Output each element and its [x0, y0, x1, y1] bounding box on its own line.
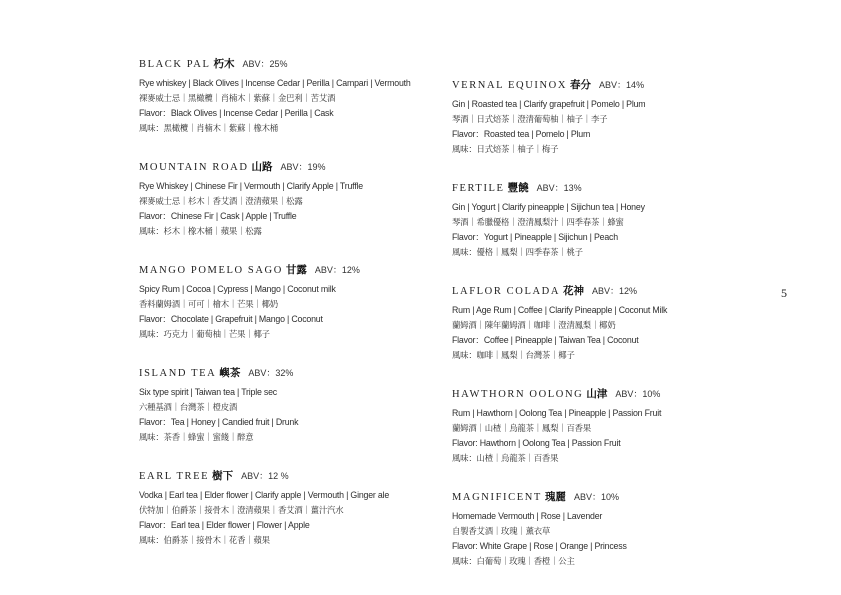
- cocktail-name: LAFLOR COLADA: [452, 286, 561, 297]
- ingredients-en: Rum | Hawthorn | Oolong Tea | Pineapple | Passion Fruit: [452, 408, 662, 418]
- cocktail-name: VERNAL EQUINOX: [452, 80, 568, 91]
- flavor-zh: 風味：茶香｜蜂蜜｜蜜餞｜醉意: [139, 432, 254, 442]
- cocktail-chinese-name: 春分: [570, 79, 592, 91]
- ingredients-en: Rum | Age Rum | Coffee | Clarify Pineapple | Coconut Milk: [452, 305, 668, 315]
- flavor-zh: 風味：巧克力｜葡萄柚｜芒果｜椰子: [139, 329, 270, 339]
- ingredients-en: Rye whiskey | Black Olives | Incense Cedar | Perilla | Campari | Vermouth: [139, 78, 411, 88]
- ingredients-zh: 裸麥威士忌｜杉木｜香艾酒｜澄清蘋果｜松露: [139, 196, 303, 206]
- flavor-en: Flavor：Roasted tea | Pomelo | Plum: [452, 129, 591, 139]
- cocktail-abv: ABV：12%: [592, 286, 638, 296]
- ingredients-en: Homemade Vermouth | Rose | Lavender: [452, 511, 603, 521]
- ingredients-en: Vodka | Earl tea | Elder flower | Clarify apple | Vermouth | Ginger ale: [139, 490, 390, 500]
- ingredients-zh: 琴酒｜希臘優格｜澄清鳳梨汁｜四季春茶｜蜂蜜: [452, 217, 624, 227]
- cocktail-name: HAWTHORN OOLONG: [452, 389, 584, 400]
- flavor-zh: 風味：黑橄欖｜肖楠木｜紫蘇｜橡木桶: [139, 123, 278, 133]
- cocktail-title: [452, 180, 752, 194]
- cocktail-chinese-name: 嶼茶: [219, 367, 241, 379]
- cocktail-title: [452, 489, 752, 503]
- cocktail-name: ISLAND TEA: [139, 368, 217, 379]
- cocktail-chinese-name: 豐饒: [507, 182, 529, 194]
- cocktail-abv: ABV：14%: [599, 80, 645, 90]
- flavor-zh: 風味：山楂｜烏龍茶｜百香果: [452, 453, 559, 463]
- flavor-en: Flavor: White Grape | Rose | Orange | Princess: [452, 541, 627, 551]
- cocktail-title: [139, 262, 439, 276]
- flavor-en: Flavor：Black Olives | Incense Cedar | Perilla | Cask: [139, 108, 334, 118]
- cocktail-entry: [452, 180, 752, 260]
- flavor-en: Flavor：Yogurt | Pineapple | Sijichun | Peach: [452, 232, 618, 242]
- flavor-zh: 風味：白葡萄｜玫瑰｜香橙｜公主: [452, 556, 575, 566]
- cocktail-title: [139, 56, 439, 70]
- flavor-zh: 風味：咖啡｜鳳梨｜台灣茶｜椰子: [452, 350, 575, 360]
- flavor-en: Flavor：Chocolate | Grapefruit | Mango | Coconut: [139, 314, 323, 324]
- flavor-en: Flavor: Hawthorn | Oolong Tea | Passion Fruit: [452, 438, 621, 448]
- cocktail-title: [139, 159, 439, 173]
- cocktail-chinese-name: 山津: [586, 388, 608, 400]
- cocktail-title: [452, 283, 752, 297]
- ingredients-zh: 裸麥威士忌｜黑橄欖｜肖楠木｜紫蘇｜金巴利｜苦艾酒: [139, 93, 336, 103]
- page-number: 5: [781, 286, 787, 300]
- cocktail-title: [452, 77, 752, 91]
- cocktail-chinese-name: 樹下: [212, 470, 234, 482]
- ingredients-zh: 六種基酒｜台灣茶｜橙皮酒: [139, 402, 238, 412]
- cocktail-entry: [452, 283, 752, 363]
- flavor-en: Flavor：Earl tea | Elder flower | Flower | Apple: [139, 520, 310, 530]
- cocktail-entry: [452, 386, 752, 466]
- flavor-en: Flavor：Chinese Fir | Cask | Apple | Truffle: [139, 211, 297, 221]
- cocktail-abv: ABV：25%: [242, 59, 288, 69]
- ingredients-en: Gin | Roasted tea | Clarify grapefruit | Pomelo | Plum: [452, 99, 646, 109]
- cocktail-name: MOUNTAIN ROAD: [139, 162, 249, 173]
- cocktail-name: EARL TREE: [139, 471, 210, 482]
- cocktail-title: [139, 365, 439, 379]
- cocktail-entry: [452, 489, 752, 569]
- cocktail-abv: ABV：32%: [248, 368, 294, 378]
- ingredients-zh: 自製香艾酒｜玫瑰｜薰衣草: [452, 526, 551, 536]
- ingredients-en: Six type spirit | Taiwan tea | Triple sec: [139, 387, 277, 397]
- cocktail-chinese-name: 朽木: [213, 58, 235, 70]
- ingredients-zh: 伏特加｜伯爵茶｜接骨木｜澄清蘋果｜香艾酒｜薑汁汽水: [139, 505, 344, 515]
- cocktail-entry: [139, 56, 439, 136]
- ingredients-zh: 蘭姆酒｜陳年蘭姆酒｜咖啡｜澄清鳳梨｜椰奶: [452, 320, 616, 330]
- cocktail-chinese-name: 瑰麗: [544, 491, 566, 503]
- cocktail-name: MANGO POMELO SAGO: [139, 265, 283, 276]
- cocktail-abv: ABV：10%: [573, 492, 619, 502]
- ingredients-zh: 香料蘭姆酒｜可可｜檜木｜芒果｜椰奶: [139, 299, 278, 309]
- cocktail-chinese-name: 山路: [251, 161, 273, 173]
- cocktail-abv: ABV：19%: [280, 162, 326, 172]
- flavor-zh: 風味：伯爵茶｜接骨木｜花香｜蘋果: [139, 535, 270, 545]
- cocktail-abv: ABV：12 %: [241, 471, 289, 481]
- cocktail-title: [139, 468, 439, 482]
- cocktail-chinese-name: 甘露: [285, 264, 307, 276]
- cocktail-entry: [139, 159, 439, 239]
- cocktail-entry: [139, 468, 439, 548]
- cocktail-abv: ABV：12%: [314, 265, 360, 275]
- cocktail-name: BLACK PAL: [139, 59, 211, 70]
- flavor-zh: 風味：優格｜鳳梨｜四季春茶｜桃子: [452, 247, 583, 257]
- ingredients-en: Rye Whiskey | Chinese Fir | Vermouth | Clarify Apple | Truffle: [139, 181, 363, 191]
- cocktail-chinese-name: 花神: [563, 285, 585, 297]
- ingredients-zh: 琴酒｜日式焙茶｜澄清葡萄柚｜柚子｜李子: [452, 114, 608, 124]
- cocktail-name: MAGNIFICENT: [452, 492, 542, 503]
- ingredients-zh: 蘭姆酒｜山楂｜烏龍茶｜鳳梨｜百香果: [452, 423, 591, 433]
- ingredients-en: Gin | Yogurt | Clarify pineapple | Sijichun tea | Honey: [452, 202, 645, 212]
- cocktail-abv: ABV：13%: [536, 183, 582, 193]
- cocktail-abv: ABV：10%: [615, 389, 661, 399]
- cocktail-entry: [452, 77, 752, 157]
- flavor-en: Flavor：Coffee | Pineapple | Taiwan Tea | Coconut: [452, 335, 639, 345]
- cocktail-title: [452, 386, 752, 400]
- flavor-zh: 風味：日式焙茶｜柚子｜梅子: [452, 144, 559, 154]
- cocktail-entry: [139, 365, 439, 445]
- flavor-en: Flavor：Tea | Honey | Candied fruit | Drunk: [139, 417, 299, 427]
- ingredients-en: Spicy Rum | Cocoa | Cypress | Mango | Coconut milk: [139, 284, 336, 294]
- cocktail-name: FERTILE: [452, 183, 505, 194]
- cocktail-entry: [139, 262, 439, 342]
- flavor-zh: 風味：杉木｜橡木桶｜蘋果｜松露: [139, 226, 262, 236]
